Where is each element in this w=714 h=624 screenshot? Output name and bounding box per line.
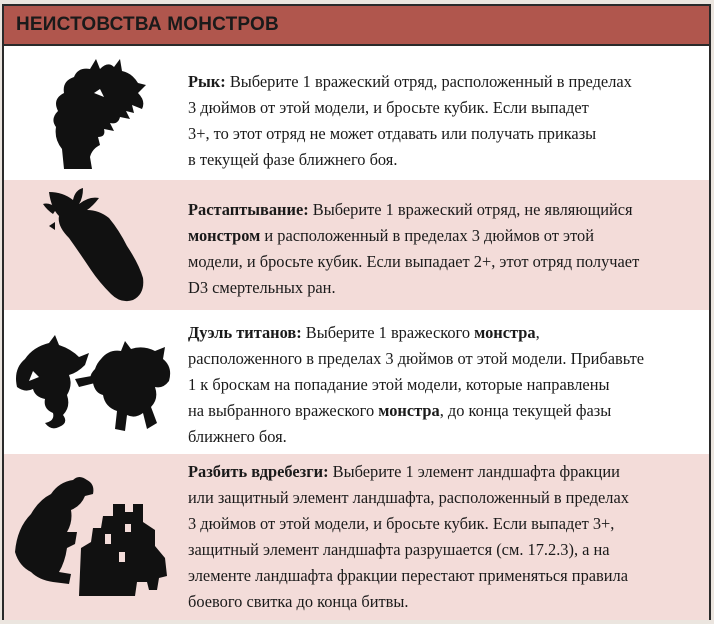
rule-line: [188, 398, 701, 424]
rule-text: [188, 459, 701, 615]
dragon-on-ruins-icon: [4, 454, 184, 620]
rule-line: [188, 69, 701, 95]
bold-text: монстра: [378, 401, 440, 420]
rule-text-segment: 3 дюймов от этой модели, и бросьте кубик. Если выпадет 3+,: [188, 514, 615, 533]
rule-text-segment: расположенного в пределах 3 дюймов от этой модели. Прибавьте: [188, 349, 645, 368]
bold-text: монстром: [188, 226, 261, 245]
rule-text-segment: Выберите 1 вражеского: [301, 323, 475, 342]
rule-text-segment: ближнего боя.: [188, 427, 287, 446]
rule-text: [188, 69, 701, 173]
bold-text: Растаптывание:: [188, 200, 309, 219]
rule-text-segment: элементе ландшафта фракции перестают применяться правила: [188, 566, 629, 585]
rule-line: [188, 95, 701, 121]
rule-line: [188, 424, 701, 450]
rule-text-segment: 1 к броскам на попадание этой модели, которые направлены: [188, 375, 610, 394]
rule-row-smash: [4, 454, 709, 620]
panel-title: НЕИСТОВСТВА МОНСТРОВ: [16, 14, 279, 35]
rule-line: [188, 346, 701, 372]
rule-text-segment: защитный элемент ландшафта разрушается (см. 17.2.3), а на: [188, 540, 610, 559]
rule-text-segment: на выбранного вражеского: [188, 401, 379, 420]
rule-text-segment: 3+, то этот отряд не может отдавать или получать приказы: [188, 124, 597, 143]
rule-text-segment: боевого свитка до конца битвы.: [188, 592, 409, 611]
rule-text-segment: 3 дюймов от этой модели, и бросьте кубик. Если выпадет: [188, 98, 589, 117]
rule-line: [188, 372, 701, 398]
dueling-monsters-icon: [4, 312, 184, 452]
monster-foot-icon: [4, 180, 184, 310]
rule-line: [188, 275, 701, 301]
rule-text-segment: и расположенный в пределах 3 дюймов от этой: [260, 226, 594, 245]
rule-line: [188, 320, 701, 346]
rule-row-titan-duel: [4, 312, 709, 452]
rule-line: [188, 249, 701, 275]
rule-line: [188, 537, 701, 563]
rule-row-trample: [4, 180, 709, 310]
rule-text-segment: Выберите 1 вражеский отряд, не являющийся: [308, 200, 633, 219]
rule-text-segment: Выберите 1 вражеский отряд, расположенный в пределах: [225, 72, 632, 91]
rules-panel: [2, 4, 711, 620]
rule-line: [188, 589, 701, 615]
rule-text-segment: в текущей фазе ближнего боя.: [188, 150, 398, 169]
rule-line: [188, 563, 701, 589]
rule-text-segment: , до конца текущей фазы: [439, 401, 612, 420]
rule-line: [188, 197, 701, 223]
rule-text-segment: Выберите 1 элемент ландшафта фракции: [328, 462, 620, 481]
rule-text-segment: или защитный элемент ландшафта, расположенный в пределах: [188, 488, 629, 507]
rule-line: [188, 147, 701, 173]
rule-line: [188, 459, 701, 485]
rule-line: [188, 485, 701, 511]
rule-line: [188, 511, 701, 537]
bold-text: монстра: [474, 323, 536, 342]
panel-header: [4, 6, 709, 46]
rule-line: [188, 223, 701, 249]
rule-text-segment: ,: [535, 323, 540, 342]
bold-text: Дуэль титанов:: [188, 323, 302, 342]
rule-row-roar: [4, 46, 709, 178]
rule-text-segment: модели, и бросьте кубик. Если выпадает 2+, этот отряд получает: [188, 252, 640, 271]
bold-text: Рык:: [188, 72, 226, 91]
rule-text: [188, 320, 701, 450]
rule-text-segment: D3 смертельных ран.: [188, 278, 336, 297]
dragon-head-icon: [4, 46, 184, 178]
rule-line: [188, 121, 701, 147]
rule-text: [188, 197, 701, 301]
bold-text: Разбить вдребезги:: [188, 462, 329, 481]
